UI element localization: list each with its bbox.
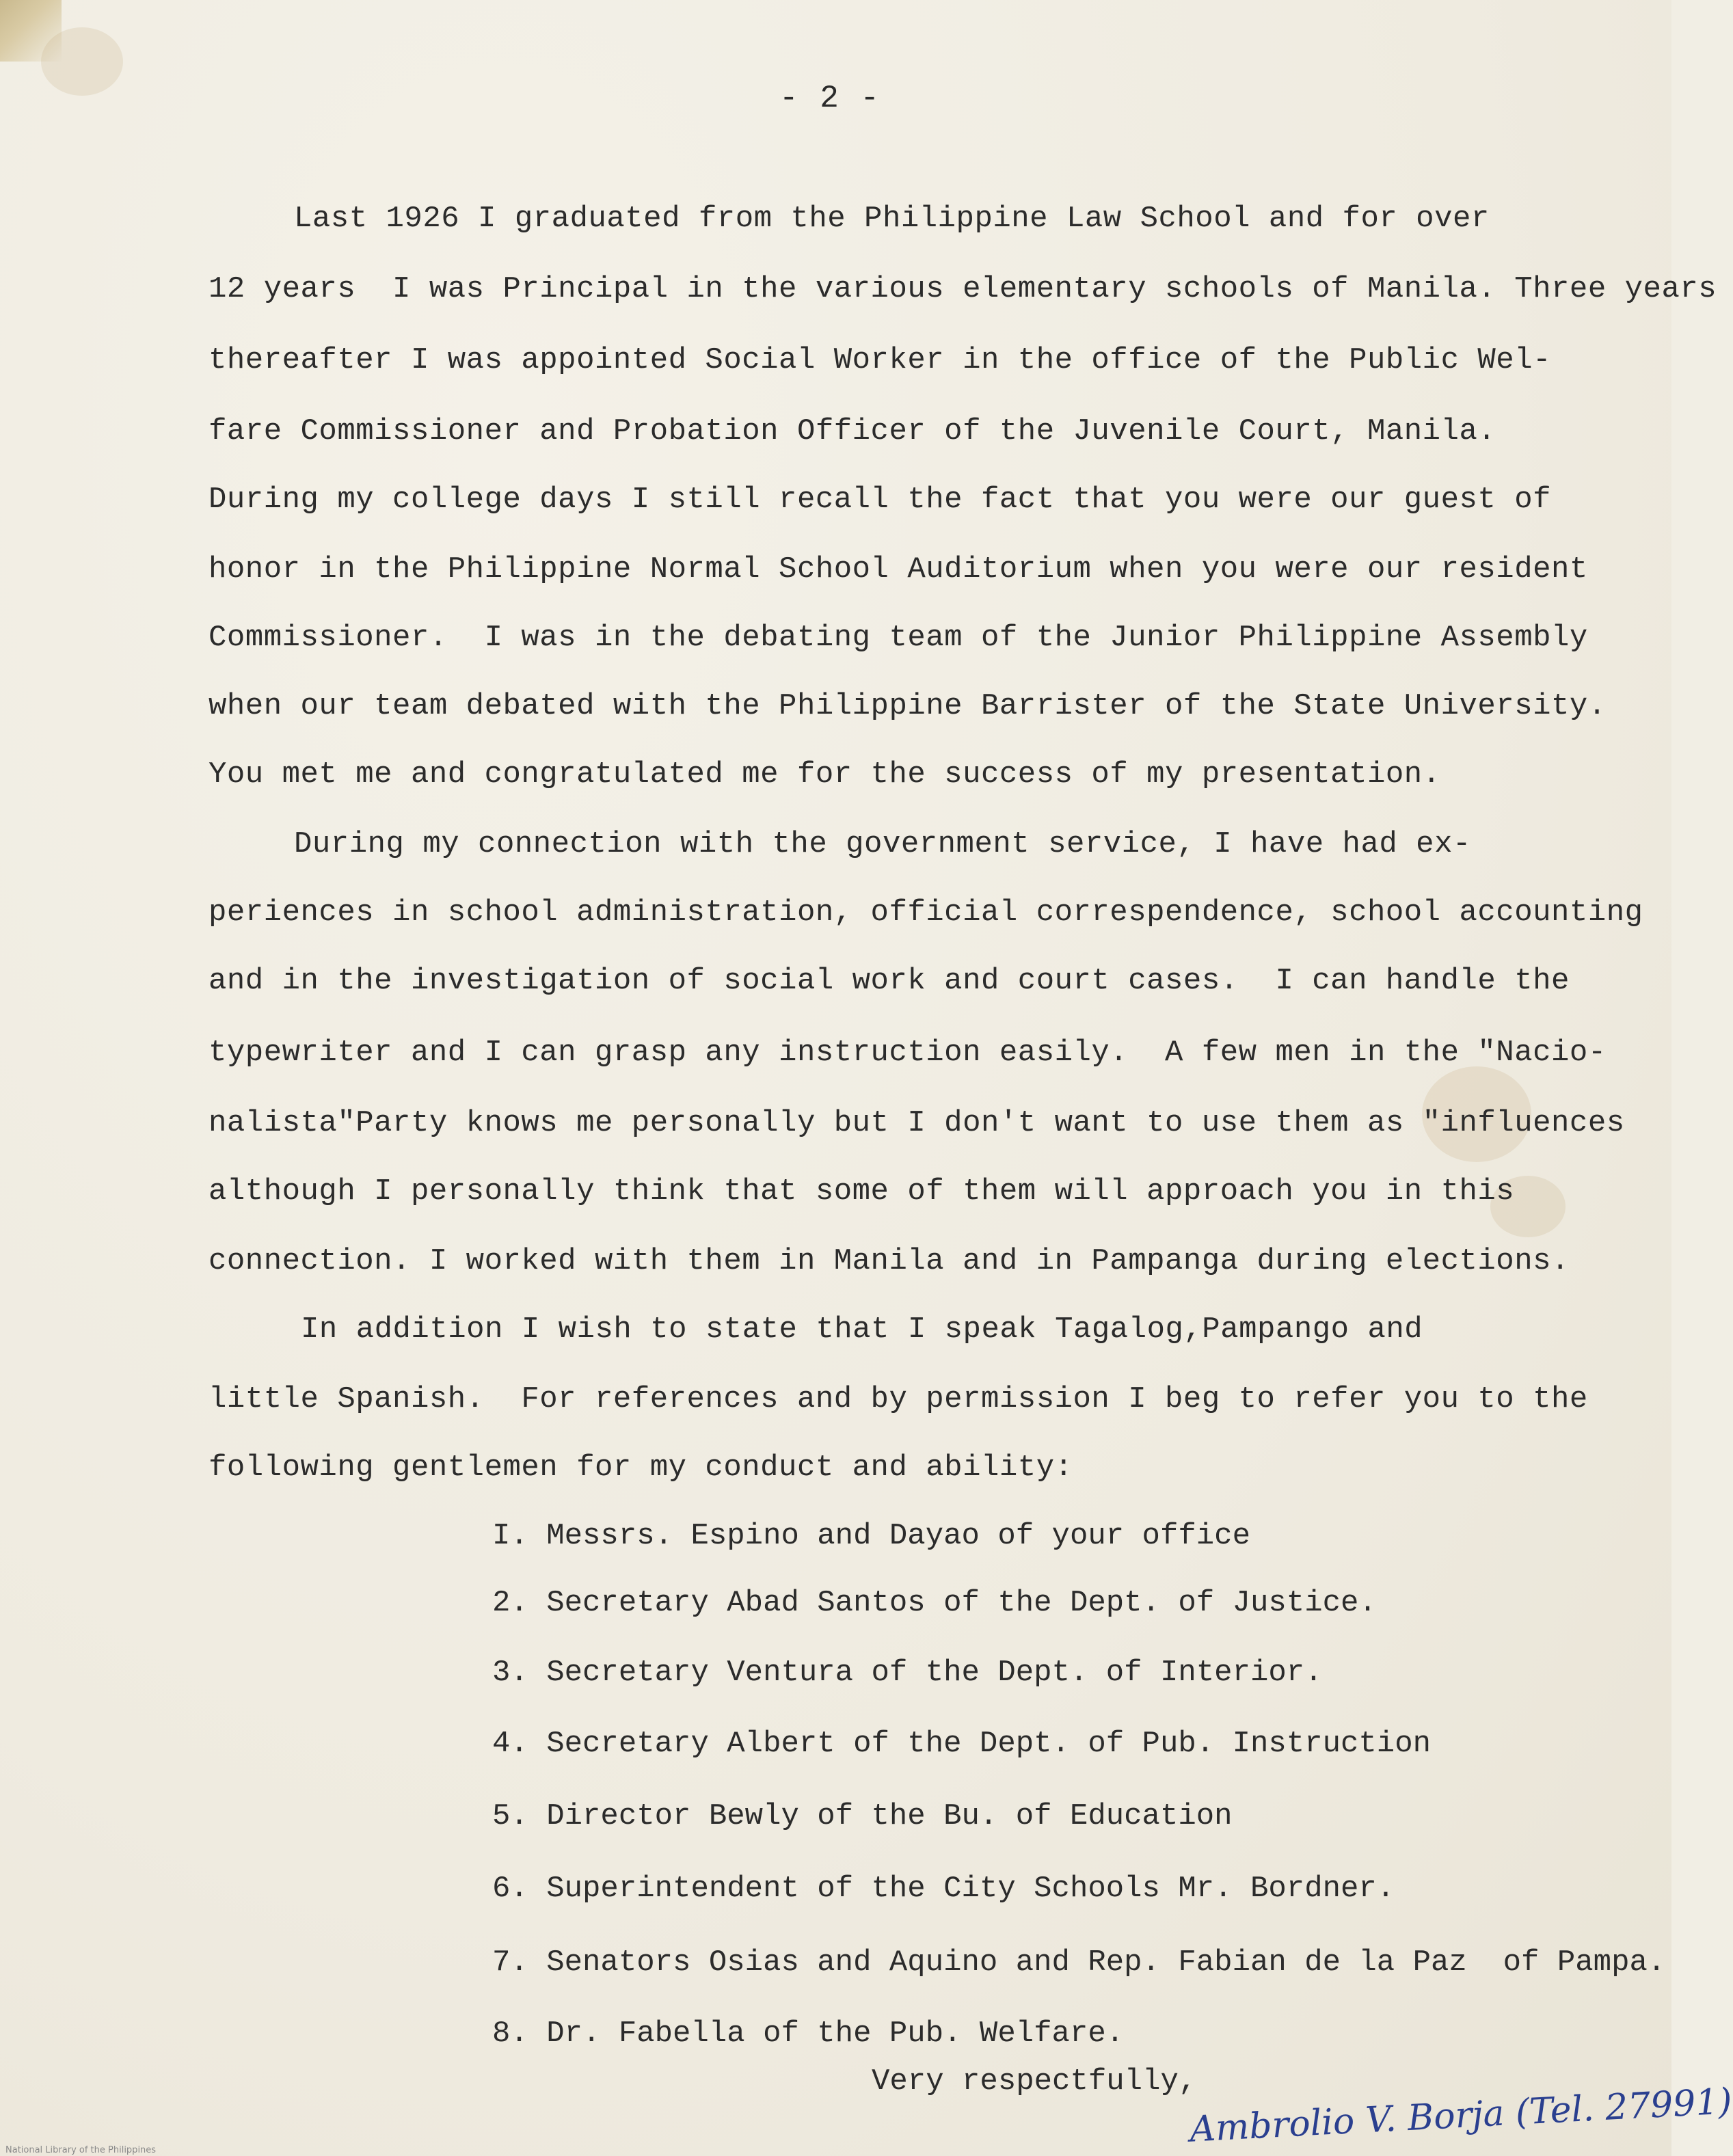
body-line: 12 years I was Principal in the various elementary schools of Manila. Three years <box>209 272 1717 306</box>
body-line: In addition I wish to state that I speak Tagalog,Pampango and <box>301 1312 1423 1347</box>
body-line: nalista"Party knows me personally but I don't want to use them as "influences <box>209 1106 1625 1140</box>
handwritten-signature: Ambrolio V. Borja (Tel. 27991) <box>1188 2081 1733 2151</box>
reference-item: 4. Secretary Albert of the Dept. of Pub. Instruction <box>492 1727 1432 1761</box>
body-line: when our team debated with the Philippine Barrister of the State University. <box>209 689 1607 723</box>
body-line: thereafter I was appointed Social Worker in the office of the Public Wel- <box>209 343 1552 377</box>
body-line: Last 1926 I graduated from the Philippine Law School and for over <box>294 202 1490 236</box>
body-line: following gentlemen for my conduct and ability: <box>209 1451 1073 1485</box>
reference-item: 8. Dr. Fabella of the Pub. Welfare. <box>492 2017 1125 2051</box>
body-line: little Spanish. For references and by permission I beg to refer you to the <box>209 1382 1588 1416</box>
body-line: and in the investigation of social work and court cases. I can handle the <box>209 964 1570 998</box>
body-line: Commissioner. I was in the debating team of the Junior Philippine Assembly <box>209 621 1588 655</box>
reference-item: 2. Secretary Abad Santos of the Dept. of Justice. <box>492 1586 1377 1620</box>
reference-item: 3. Secretary Ventura of the Dept. of Interior. <box>492 1656 1323 1690</box>
body-line: During my college days I still recall the fact that you were our guest of <box>209 483 1552 517</box>
body-line: You met me and congratulated me for the success of my presentation. <box>209 757 1441 792</box>
reference-item: I. Messrs. Espino and Dayao of your office <box>492 1519 1250 1553</box>
body-line: honor in the Philippine Normal School Auditorium when you were our resident <box>209 552 1588 587</box>
closing-salutation: Very respectfully, <box>872 2064 1197 2099</box>
body-line: fare Commissioner and Probation Officer of the Juvenile Court, Manila. <box>209 414 1496 448</box>
body-line: During my connection with the government service, I have had ex- <box>294 827 1471 861</box>
reference-item: 6. Superintendent of the City Schools Mr. Bordner. <box>492 1872 1395 1906</box>
archive-footer: National Library of the Philippines <box>5 2145 157 2155</box>
body-line: connection. I worked with them in Manila and in Pampanga during elections. <box>209 1244 1570 1278</box>
page-number: - 2 - <box>779 81 881 116</box>
body-line: periences in school administration, official correspendence, school accounting <box>209 895 1643 930</box>
reference-item: 5. Director Bewly of the Bu. of Education <box>492 1799 1233 1833</box>
reference-item: 7. Senators Osias and Aquino and Rep. Fabian de la Paz of Pampa. <box>492 1945 1666 1980</box>
body-line: although I personally think that some of them will approach you in this <box>209 1174 1515 1209</box>
water-stain <box>41 27 123 96</box>
body-line: typewriter and I can grasp any instruction easily. A few men in the "Nacio- <box>209 1036 1607 1070</box>
